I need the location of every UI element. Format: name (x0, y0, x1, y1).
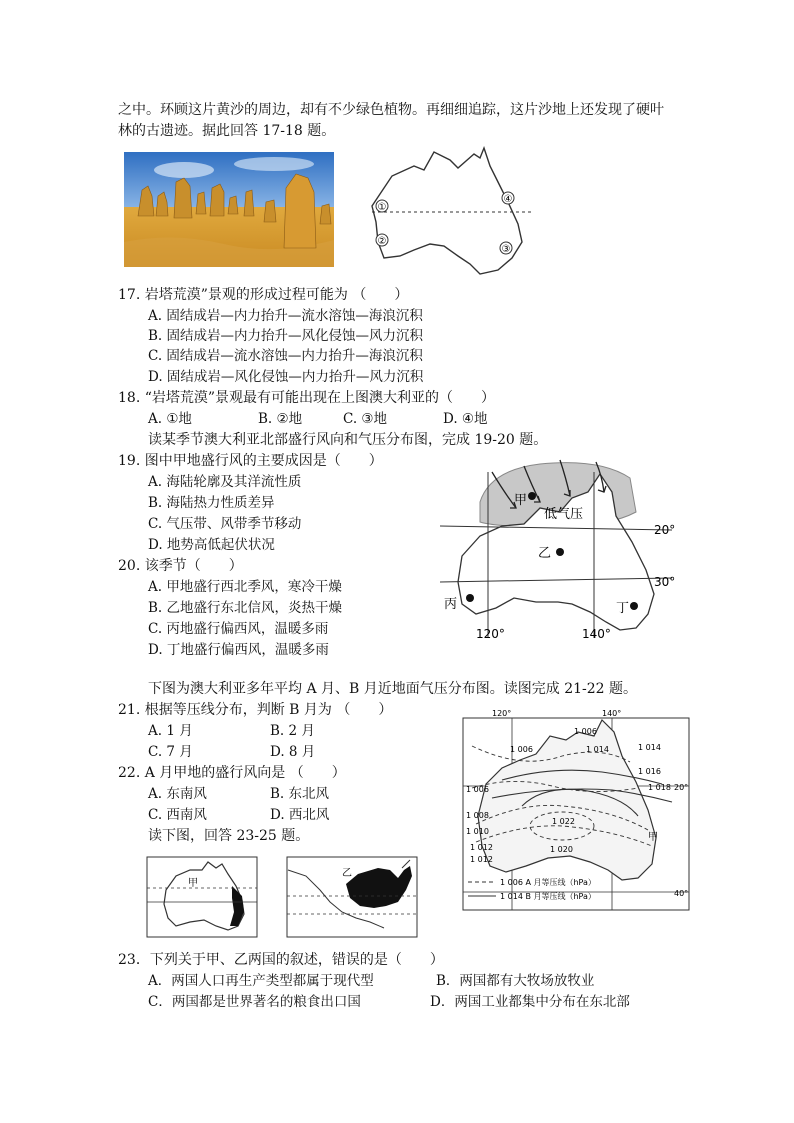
q19-option-c[interactable]: C. 气压带、风带季节移动 (148, 516, 302, 532)
q23-option-c[interactable]: C．两国都是世界著名的粮食出口国 (148, 994, 361, 1010)
label-jia: 甲 (514, 493, 528, 508)
q21-option-c[interactable]: C. 7 月 (148, 744, 193, 760)
isobar-label: 1 012 (470, 855, 493, 864)
q20-option-a[interactable]: A. 甲地盛行西北季风，寒冷干燥 (148, 579, 342, 595)
isobar-label: 1 010 (466, 827, 489, 836)
map3-label-jia: 甲 (648, 832, 658, 843)
lat-30: 30° (654, 575, 676, 589)
map3-lat-20: 20° (674, 783, 689, 792)
q18-option-b[interactable]: B. ②地 (258, 411, 303, 427)
map4-jia: 甲 (188, 878, 198, 889)
q18-option-c[interactable]: C. ③地 (343, 411, 388, 427)
legend-b-month: 1 014 B 月等压线（hPa） (500, 892, 596, 901)
label-yi: 乙 (538, 546, 552, 561)
q17-option-c[interactable]: C. 固结成岩—流水溶蚀—内力抬升—海浪沉积 (148, 348, 423, 364)
q18-stem: 18. “岩塔荒漠”景观最有可能出现在上图澳大利亚的（ ） (118, 390, 496, 406)
intro-21-22: 下图为澳大利亚多年平均 A 月、B 月近地面气压分布图。读图完成 21-22 题。 (148, 681, 638, 697)
marker-1: ① (377, 202, 387, 213)
marker-4: ④ (503, 194, 513, 205)
q22-stem: 22. A 月甲地的盛行风向是 （ ） (118, 765, 346, 781)
legend-a-month: 1 006 A 月等压线（hPa） (500, 878, 596, 887)
q21-option-a[interactable]: A. 1 月 (148, 723, 193, 739)
isobar-label: 1 014 (638, 743, 661, 752)
map3-lat-40: 40° (674, 889, 689, 898)
q17-option-b[interactable]: B. 固结成岩—内力抬升—风化侵蚀—风力沉积 (148, 328, 424, 344)
q17-stem: 17. 岩塔荒漠”景观的形成过程可能为 （ ） (118, 287, 409, 303)
q23-option-a[interactable]: A．两国人口再生产类型都属于现代型 (148, 973, 374, 989)
label-ding: 丁 (616, 601, 630, 616)
marker-2: ② (377, 236, 387, 247)
q22-option-d[interactable]: D. 西北风 (270, 807, 330, 823)
wind-pressure-map (440, 452, 686, 658)
lat-20: 20° (654, 523, 676, 537)
intro-line-1: 之中。环顾这片黄沙的周边，却有不少绿色植物。再细细追踪，这片沙地上还发现了硬叶 (118, 102, 664, 118)
q19-option-b[interactable]: B. 海陆热力性质差异 (148, 495, 275, 511)
isobar-label: 1 006 (466, 785, 489, 794)
isobar-label: 1 006 (574, 727, 597, 736)
label-bing: 丙 (444, 597, 458, 612)
q18-option-d[interactable]: D. ④地 (443, 411, 488, 427)
intro-line-2: 林的古遗迹。据此回答 17-18 题。 (118, 123, 336, 139)
q23-option-b[interactable]: B．两国都有大牧场放牧业 (436, 973, 595, 989)
isobar-label: 1 012 (470, 843, 493, 852)
label-low-pressure: 低气压 (544, 507, 584, 522)
intro-19-20: 读某季节澳大利亚北部盛行风向和气压分布图，完成 19-20 题。 (148, 432, 548, 448)
pinnacles-photo (124, 152, 334, 267)
q23-option-d[interactable]: D．两国工业都集中分布在东北部 (430, 994, 630, 1010)
map3-lon-140: 140° (602, 709, 622, 718)
map-jia-country (146, 856, 258, 938)
q22-option-a[interactable]: A. 东南风 (148, 786, 207, 802)
q20-option-d[interactable]: D. 丁地盛行偏西风，温暖多雨 (148, 642, 329, 658)
q22-option-b[interactable]: B. 东北风 (270, 786, 330, 802)
q18-option-a[interactable]: A. ①地 (148, 411, 192, 427)
isobar-map (462, 706, 692, 911)
q17-option-d[interactable]: D. 固结成岩—风化侵蚀—内力抬升—风力沉积 (148, 369, 424, 385)
isobar-label: 1 006 (510, 745, 533, 754)
q19-option-d[interactable]: D. 地势高低起伏状况 (148, 537, 275, 553)
map3-lon-120: 120° (492, 709, 512, 718)
isobar-label: 1 022 (552, 817, 575, 826)
q21-option-b[interactable]: B. 2 月 (270, 723, 315, 739)
q21-option-d[interactable]: D. 8 月 (270, 744, 316, 760)
australia-map-markers (362, 146, 542, 278)
intro-23-25: 读下图，回答 23-25 题。 (148, 828, 310, 844)
map4-yi: 乙 (342, 868, 352, 879)
q20-option-b[interactable]: B. 乙地盛行东北信风，炎热干燥 (148, 600, 343, 616)
q19-option-a[interactable]: A. 海陆轮廓及其洋流性质 (148, 474, 302, 490)
lon-140: 140° (582, 627, 611, 641)
isobar-label: 1 018 (648, 783, 671, 792)
isobar-label: 1 020 (550, 845, 573, 854)
q22-option-c[interactable]: C. 西南风 (148, 807, 207, 823)
marker-3: ③ (501, 244, 511, 255)
isobar-label: 1 008 (466, 811, 489, 820)
q20-stem: 20. 该季节（ ） (118, 558, 243, 574)
q17-option-a[interactable]: A. 固结成岩—内力抬升—流水溶蚀—海浪沉积 (148, 308, 423, 324)
q20-option-c[interactable]: C. 丙地盛行偏西风，温暖多雨 (148, 621, 329, 637)
lon-120: 120° (476, 627, 505, 641)
isobar-label: 1 016 (638, 767, 661, 776)
q19-stem: 19. 图中甲地盛行风的主要成因是（ ） (118, 453, 383, 469)
map-yi-country (286, 856, 418, 938)
isobar-label: 1 014 (586, 745, 609, 754)
q21-stem: 21. 根据等压线分布，判断 B 月为 （ ） (118, 702, 393, 718)
q23-stem: 23．下列关于甲、乙两国的叙述，错误的是（ ） (118, 952, 444, 968)
